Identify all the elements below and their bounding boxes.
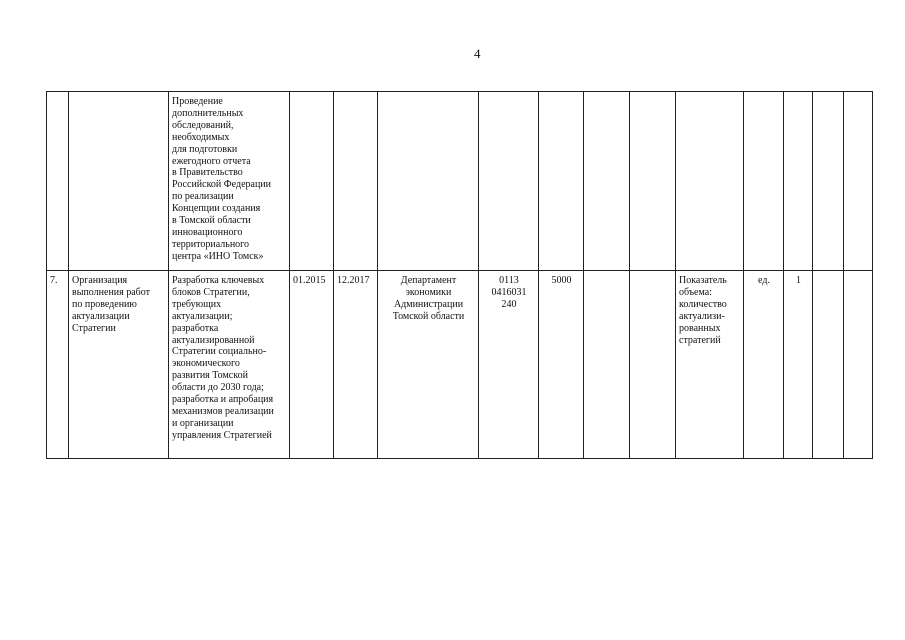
cell-col10 xyxy=(630,271,676,459)
cell-col14 xyxy=(813,92,844,271)
cell-indicator xyxy=(676,92,744,271)
cell-number xyxy=(47,92,69,271)
cell-event: Организация выполнения работ по проведению актуализации Стратегии xyxy=(69,271,169,459)
cell-event xyxy=(69,92,169,271)
table-row xyxy=(47,92,873,271)
cell-end: 12.2017 xyxy=(334,271,378,459)
cell-content: Разработка ключевых блоков Стратегии, требующих актуализации; разработка актуализированной Стратегии социально- экономического развития Томской области до 2030 года; разработка и апробация механизмов реализации и организации управления Стратегией xyxy=(169,271,290,459)
cell-amount xyxy=(539,92,584,271)
cell-col14 xyxy=(813,271,844,459)
cell-unit xyxy=(744,92,784,271)
cell-value: 1 xyxy=(784,271,813,459)
cell-executor xyxy=(378,92,479,271)
cell-value xyxy=(784,92,813,271)
cell-indicator: Показатель объема: количество актуализи- рованных стратегий xyxy=(676,271,744,459)
cell-code: 0113 0416031 240 xyxy=(479,271,539,459)
cell-unit: ед. xyxy=(744,271,784,459)
cell-start: 01.2015 xyxy=(290,271,334,459)
cell-amount: 5000 xyxy=(539,271,584,459)
cell-col15 xyxy=(844,92,873,271)
cell-col9 xyxy=(584,92,630,271)
cell-code xyxy=(479,92,539,271)
cell-end xyxy=(334,92,378,271)
cell-executor: Департамент экономики Администрации Томской области xyxy=(378,271,479,459)
cell-col15 xyxy=(844,271,873,459)
cell-start xyxy=(290,92,334,271)
cell-content: Проведение дополнительных обследований, необходимых для подготовки ежегодного отчета в Правительство Российской Федерации по реализации Концепции создания в Томской области инновационного территориального центра «ИНО Томск» xyxy=(169,92,290,271)
cell-number: 7. xyxy=(47,271,69,459)
cell-col9 xyxy=(584,271,630,459)
page-number: 4 xyxy=(474,46,481,61)
activity-table xyxy=(46,91,873,459)
table-row xyxy=(47,271,873,459)
cell-col10 xyxy=(630,92,676,271)
